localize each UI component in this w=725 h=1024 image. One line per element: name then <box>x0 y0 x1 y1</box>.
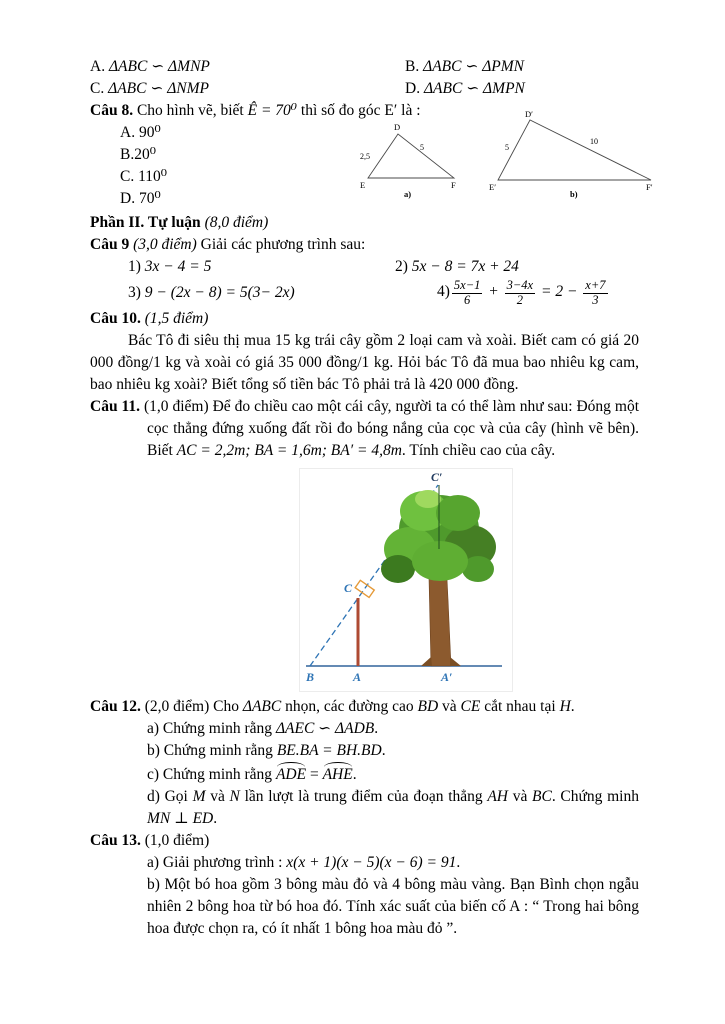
text-run: ΔABC ∽ ΔMPN <box>423 80 525 97</box>
foliage-center <box>412 541 468 581</box>
text-run: Câu 9 <box>90 236 134 253</box>
equation-row-1 <box>90 256 639 278</box>
text-run: . <box>570 698 575 715</box>
triangle-a-shape <box>368 134 454 178</box>
fraction-1 <box>452 279 482 308</box>
text-run: (2,0 điểm) Cho <box>140 698 243 715</box>
text-run: A. <box>90 58 109 75</box>
text-run: AC = 2,2m; BA = 1,6m; BA′ = 4,8m <box>176 442 402 459</box>
fraction-3-numerator: x+7 <box>585 277 606 292</box>
triangle-b-shape <box>498 120 651 180</box>
text-run: là : <box>397 102 421 119</box>
caption-b: b) <box>570 189 578 199</box>
text-run: Phần II. Tự luận <box>90 214 205 231</box>
foliage-upper-right <box>436 495 480 531</box>
label-A: A <box>353 670 362 684</box>
text-run: Câu 10. <box>90 310 145 327</box>
side-label-10: 10 <box>590 137 598 146</box>
question-9-heading <box>90 234 639 256</box>
foliage-highlight <box>415 490 441 508</box>
text-run: ΔABC ∽ ΔPMN <box>423 58 525 75</box>
fraction-2-denominator: 2 <box>516 292 523 307</box>
equation-3 <box>128 282 437 304</box>
question-12-a <box>147 718 639 740</box>
option-d: D. 70⁰ <box>120 190 161 207</box>
question-10-body: Bác Tô đi siêu thị mua 15 kg trái cây gồm 2 loại cam và xoài. Biết cam có giá 20 000 đồng/1 kg và xoài có giá 35 000 đồng/1 kg. Hỏi bác Tô đã mua bao nhiêu kg cam, bao nhiêu kg xoài? Biết tổng số tiền bác Tô phải trả là 420 000 đồng. <box>90 332 639 393</box>
option-c: C. 110⁰ <box>120 168 167 185</box>
text-run: cắt nhau tại <box>480 698 560 715</box>
fraction-3-denominator: 3 <box>592 292 599 307</box>
question-13-b <box>147 874 639 940</box>
text-run: . <box>352 766 357 783</box>
text-run: Cho hình vẽ, biết <box>133 102 248 119</box>
label-E: E <box>360 180 366 190</box>
question-12-intro <box>90 696 639 718</box>
fraction-1-numerator: 5x−1 <box>453 277 481 292</box>
side-label-2-5: 2,5 <box>360 152 370 161</box>
text-run: E′ <box>384 102 398 119</box>
text-run: nhọn, các đường cao <box>281 698 418 715</box>
text-run: ΔAEC ∽ ΔADB <box>275 720 375 737</box>
question-13-parts <box>90 852 639 940</box>
equals-part: = 2 − <box>540 282 578 300</box>
text-run: Câu 11. <box>90 398 141 415</box>
text-run: . Tính chiều cao của cây. <box>401 442 556 459</box>
label-C: C <box>344 581 353 595</box>
fraction-1-denominator: 6 <box>464 292 471 307</box>
text-run: . <box>456 854 461 871</box>
label-F: F <box>451 180 456 190</box>
text-run: BE.BA = BH.BD <box>276 742 382 759</box>
text-run: ΔABC <box>242 698 282 715</box>
text-run: c) Chứng minh rằng <box>147 766 276 783</box>
label-C-prime: C′ <box>431 470 443 484</box>
equation-4 <box>437 279 610 308</box>
text-run: 2) <box>395 258 412 275</box>
text-run: BD <box>417 698 439 715</box>
label-F-prime: F′ <box>646 182 653 192</box>
text-run: MN ⊥ ED <box>147 810 214 827</box>
equation-2 <box>395 256 519 278</box>
equation-row-2 <box>90 278 639 308</box>
text-run: ΔABC ∽ ΔMNP <box>108 58 210 75</box>
fraction-3 <box>583 279 607 308</box>
text-run: ADE <box>276 764 306 786</box>
text-run: (1,5 điểm) <box>144 310 209 327</box>
text-run: 9 − (2x − 8) = 5(3− 2x) <box>144 284 295 301</box>
label-D-prime: D′ <box>525 109 533 119</box>
text-run: (8,0 điểm) <box>204 214 269 231</box>
text-run: Câu 8. <box>90 102 134 119</box>
triangles-figure <box>358 108 658 200</box>
question-11-body <box>90 396 639 462</box>
text-run: . <box>213 810 218 827</box>
text-run: 5x − 8 = 7x + 24 <box>411 258 519 275</box>
label-D: D <box>394 122 401 132</box>
text-run: BC <box>532 788 552 805</box>
mc-option-d <box>405 78 525 100</box>
label-B: B <box>306 670 315 684</box>
mc-option-b <box>405 56 524 78</box>
text-run: = <box>306 766 323 783</box>
option-b: B.20⁰ <box>120 146 156 163</box>
text-run: . <box>374 720 379 737</box>
label-E-prime: E′ <box>489 182 497 192</box>
text-run: b) Một bó hoa gồm 3 bông màu đỏ và 4 bông màu vàng. Bạn Bình chọn ngẫu nhiên 2 bông hoa từ bó hoa đó. Tính xác suất của biến cố A : “ Trong hai bông hoa được chọn ra, có ít nhất 1 bông hoa màu đỏ ”. <box>147 876 639 937</box>
mc-option-c <box>90 78 405 100</box>
tree-figure-svg <box>300 469 512 691</box>
option-a: A. 90⁰ <box>120 124 161 141</box>
label-A-prime: A′ <box>441 670 453 684</box>
plus-operator: + <box>488 282 499 300</box>
text-run: D. <box>405 80 424 97</box>
text-run: C. <box>90 80 109 97</box>
side-label-5a: 5 <box>420 143 424 152</box>
side-label-5b: 5 <box>505 143 509 152</box>
text-run: M <box>192 788 206 805</box>
text-run: H <box>559 698 571 715</box>
mc-row-2 <box>90 78 639 100</box>
question-12-c <box>147 764 639 786</box>
text-run: CE <box>460 698 481 715</box>
caption-a: a) <box>404 189 412 199</box>
tree-root-right <box>450 657 461 666</box>
text-run: 3x − 4 = 5 <box>144 258 212 275</box>
text-run: . <box>381 742 386 759</box>
text-run: B. <box>405 58 424 75</box>
equation-4-label: 4) <box>437 282 450 300</box>
question-13-a <box>147 852 639 874</box>
tree-root-left <box>421 657 432 666</box>
text-run: ΔABC ∽ ΔNMP <box>108 80 210 97</box>
question-12-parts <box>90 718 639 830</box>
text-run: Giải các phương trình sau: <box>196 236 366 253</box>
text-run: (3,0 điểm) <box>133 236 197 253</box>
fraction-2 <box>505 279 535 308</box>
text-run: a) Chứng minh rằng <box>147 720 276 737</box>
text-run: 3) <box>128 284 145 301</box>
foliage-lower-left <box>381 555 415 583</box>
question-12-b <box>147 740 639 762</box>
text-run: (1,0 điểm) Để đo chiều cao một cái cây, người ta có thể làm như sau: Đóng một cọc thẳng đứng xuống đất rồi đo bóng nắng của cọc và của cây (hình vẽ bên). Biết <box>140 398 639 459</box>
text-run: . Chứng minh <box>551 788 639 805</box>
text-run: AHE <box>323 764 353 786</box>
text-run: và <box>508 788 533 805</box>
question-8 <box>90 100 653 210</box>
text-run: a) Giải phương trình : <box>147 854 287 871</box>
question-13-heading <box>90 830 639 852</box>
question-10-heading <box>90 308 639 330</box>
text-run: Câu 13. <box>90 832 141 849</box>
text-run: N <box>229 788 240 805</box>
mc-option-a <box>90 56 405 78</box>
text-run: và <box>438 698 461 715</box>
text-run: (1,0 điểm) <box>140 832 210 849</box>
text-run: thì số đo góc <box>297 102 385 119</box>
text-run: Câu 12. <box>90 698 141 715</box>
text-run: AH <box>487 788 508 805</box>
equation-1 <box>128 256 395 278</box>
text-run: lần lượt là trung điểm của đoạn thẳng <box>239 788 488 805</box>
text-run: b) Chứng minh rằng <box>147 742 277 759</box>
tree-measurement-figure <box>299 468 513 692</box>
section-2-heading <box>90 212 639 234</box>
question-12-d <box>147 786 639 830</box>
ladder-marker <box>355 580 374 597</box>
fraction-2-numerator: 3−4x <box>506 277 534 292</box>
text-run: d) Gọi <box>147 788 193 805</box>
text-run: Ê = 70⁰ <box>247 102 298 119</box>
text-run: và <box>205 788 230 805</box>
text-run: x(x + 1)(x − 5)(x − 6) = 91 <box>286 854 457 871</box>
mc-row-1 <box>90 56 639 78</box>
text-run: 1) <box>128 258 145 275</box>
